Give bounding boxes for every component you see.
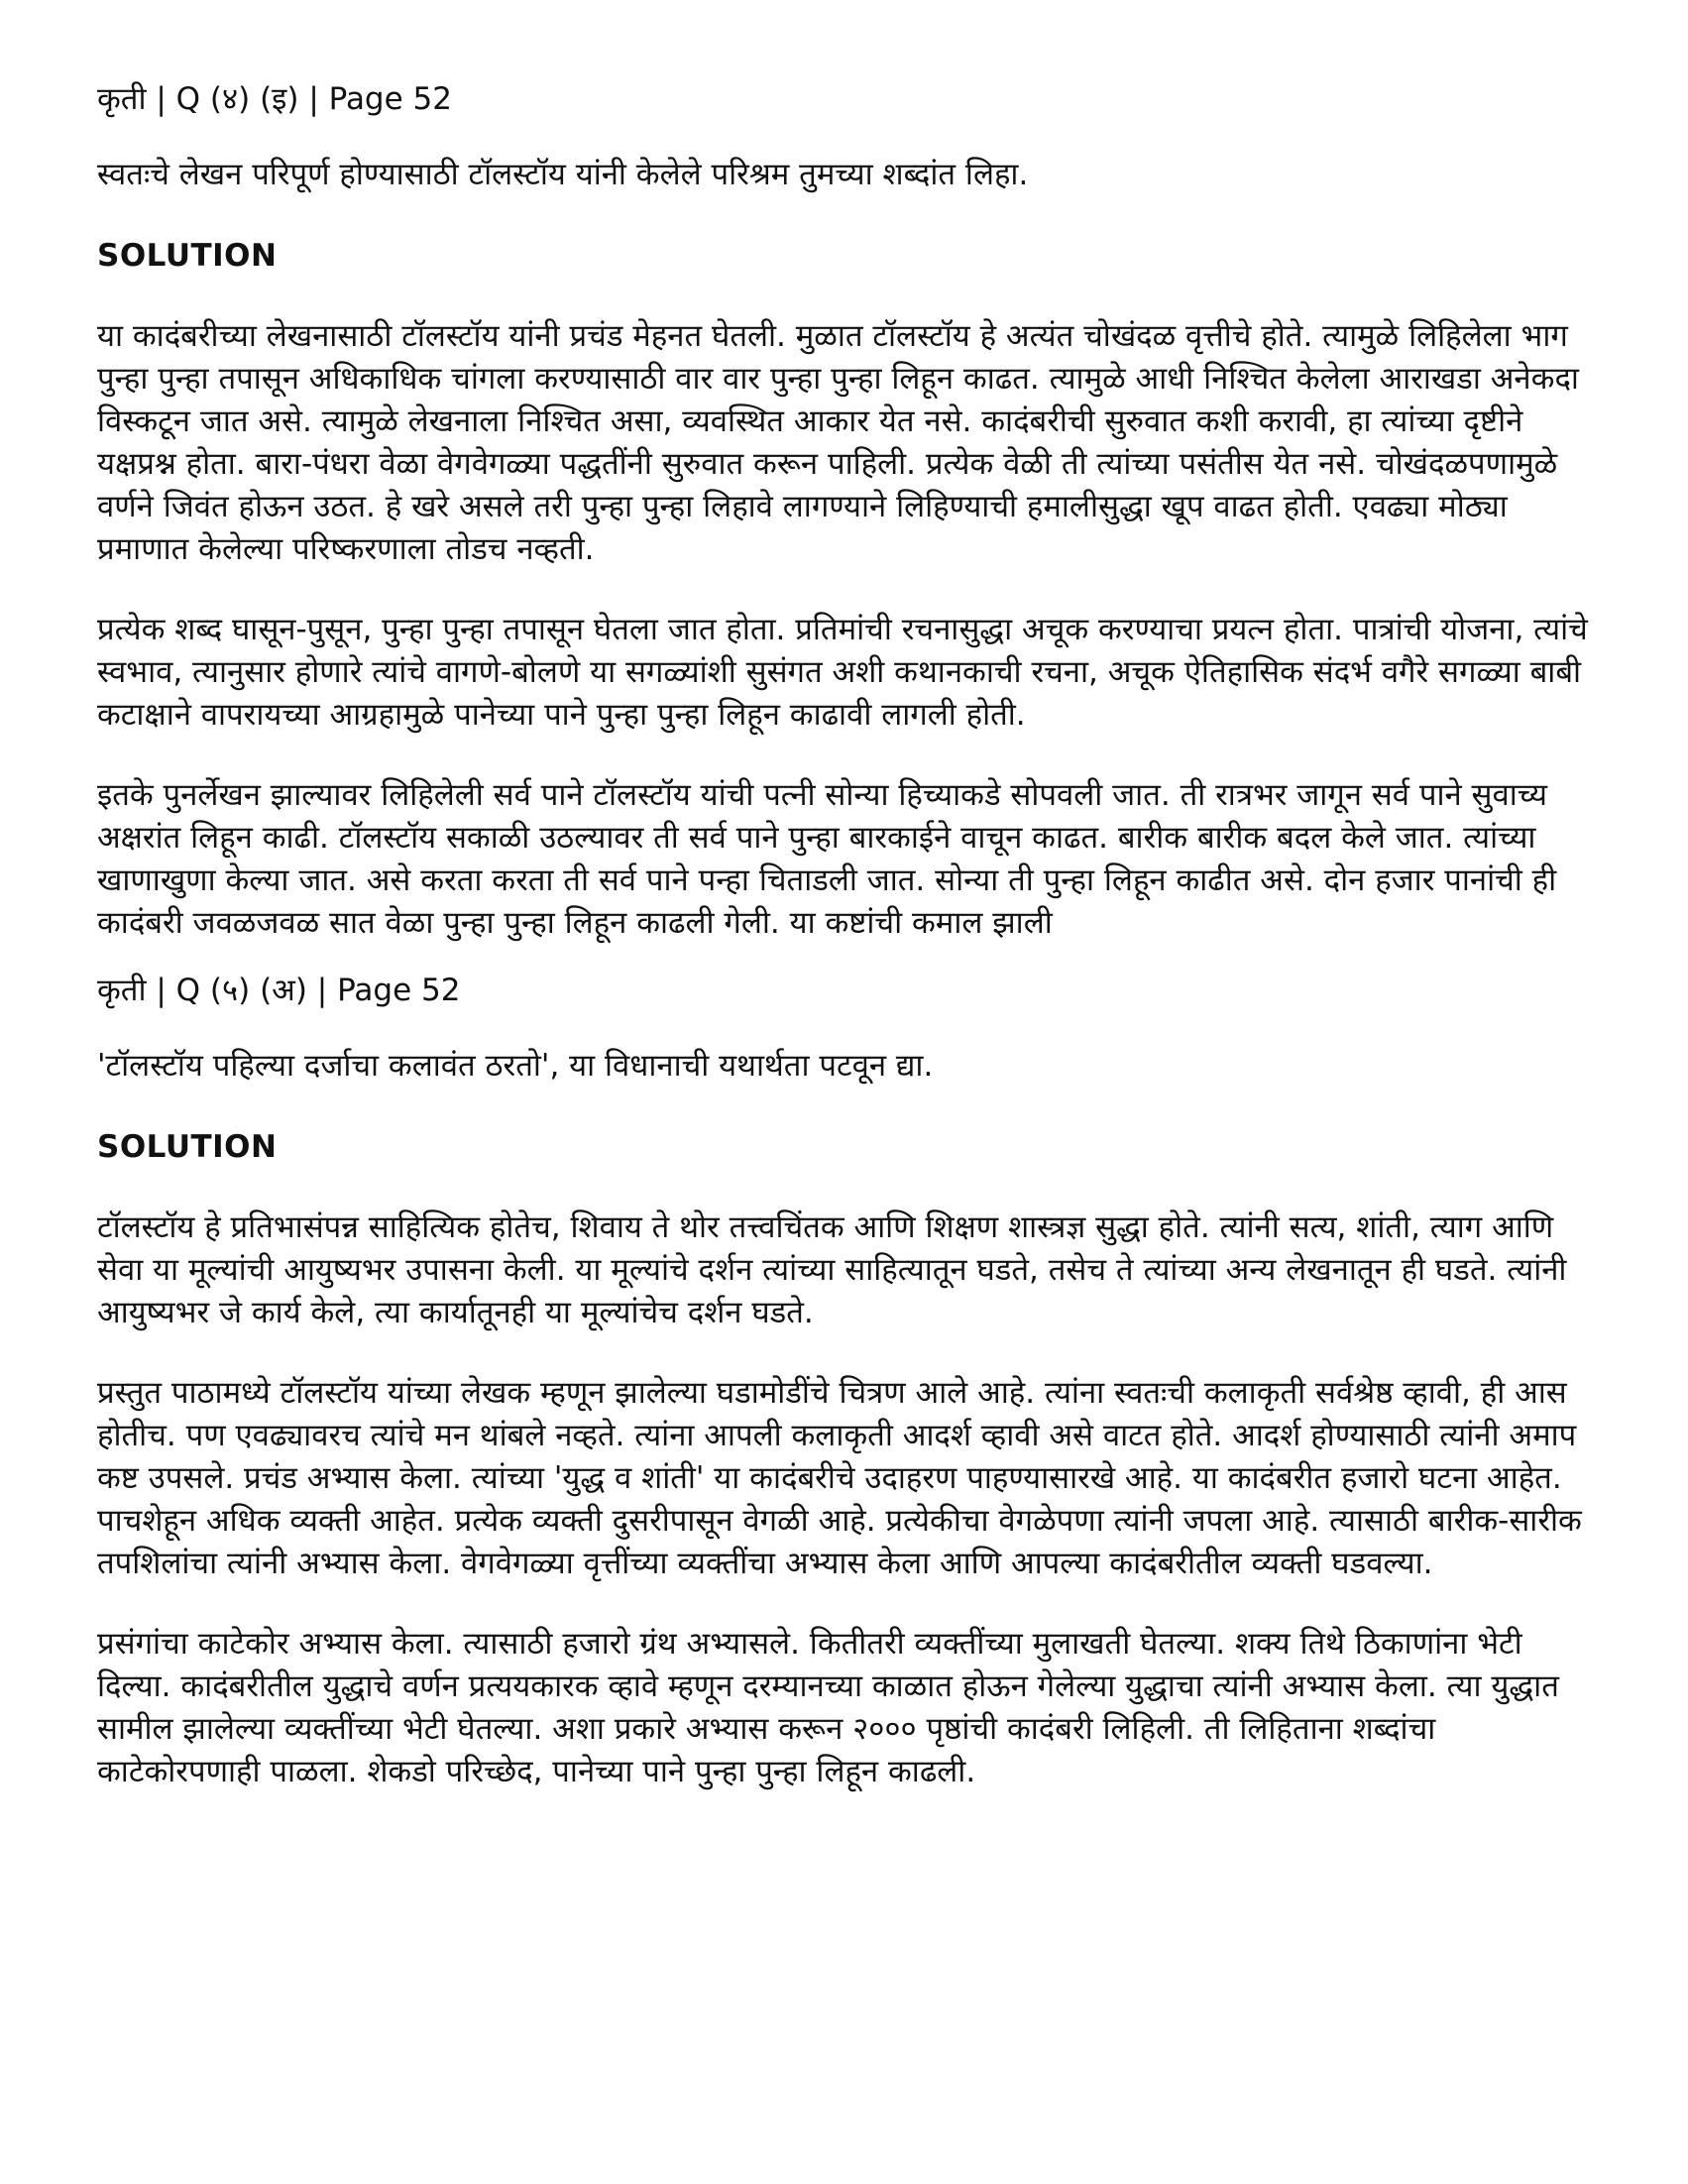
solution-paragraph: प्रत्येक शब्द घासून-पुसून, पुन्हा पुन्हा तपासून घेतला जात होता. प्रतिमांची रचनासुद्धा अचूक करण्याचा प्रयत्न होता. पात्रांची योजना, त्यांचे स्वभाव, त्यानुसार होणारे त्यांचे वागणे-बोलणे या सगळ्यांशी सुसंगत अशी कथानकाची रचना, अचूक ऐतिहासिक संदर्भ वगैरे सगळ्या बाबी कटाक्षाने वापरायच्या आग्रहामुळे पानेच्या पाने पुन्हा पुन्हा लिहून काढावी लागली होती. [97, 612, 1588, 733]
solution-paragraph: टॉलस्टॉय हे प्रतिभासंपन्न साहित्यिक होतेच, शिवाय ते थोर तत्त्वचिंतक आणि शिक्षण शास्त्रज्ञ सुद्धा होते. त्यांनी सत्य, शांती, त्याग आणि सेवा या मूल्यांची आयुष्यभर उपासना केली. या मूल्यांचे दर्शन त्यांच्या साहित्यातून घडते, तसेच ते त्यांच्या अन्य लेखनातून ही घडते. त्यांनी आयुष्यभर जे कार्य केले, त्या कार्यातूनही या मूल्यांचेच दर्शन घडते. [97, 1209, 1567, 1330]
question-reference: कृती | Q (५) (अ) | Page 52 [97, 973, 461, 1008]
solution-paragraph: या कादंबरीच्या लेखनासाठी टॉलस्टॉय यांनी प्रचंड मेहनत घेतली. मुळात टॉलस्टॉय हे अत्यंत चोखंदळ वृत्तीचे होते. त्यामुळे लिहिलेला भाग पुन्हा पुन्हा तपासून अधिकाधिक चांगला करण्यासाठी वार वार पुन्हा पुन्हा लिहून काढत. त्यामुळे आधी निश्चित केलेला आराखडा अनेकदा विस्कटून जात असे. त्यामुळे लेखनाला निश्चित असा, व्यवस्थित आकार येत नसे. कादंबरीची सुरुवात कशी करावी, हा त्यांच्या दृष्टीने यक्षप्रश्न होता. बारा-पंधरा वेळा वेगवेगळ्या पद्धतींनी सुरुवात करून पाहिली. प्रत्येक वेळी ती त्यांच्या पसंतीस येत नसे. चोखंदळपणामुळे वर्णने जिवंत होऊन उठत. हे खरे असले तरी पुन्हा पुन्हा लिहावे लागण्याने लिहिण्याची हमालीसुद्धा खूप वाढत होती. एवढ्या मोठ्या प्रमाणात केलेल्या परिष्करणाला तोडच नव्हती. [97, 318, 1579, 567]
question-text: 'टॉलस्टॉय पहिल्या दर्जाचा कलावंत ठरतो', या विधानाची यथार्थता पटवून द्या. [97, 1048, 934, 1084]
solution-paragraph: प्रसंगांचा काटेकोर अभ्यास केला. त्यासाठी हजारो ग्रंथ अभ्यासले. कितीतरी व्यक्तींच्या मुलाखती घेतल्या. शक्य तिथे ठिकाणांना भेटी दिल्या. कादंबरीतील युद्धाचे वर्णन प्रत्ययकारक व्हावे म्हणून दरम्यानच्या काळात होऊन गेलेल्या युद्धाचा त्यांनी अभ्यास केला. त्या युद्धात सामील झालेल्या व्यक्तींच्या भेटी घेतल्या. अशा प्रकारे अभ्यास करून २००० पृष्ठांची कादंबरी लिहिली. ती लिहिताना शब्दांचा काटेकोरपणाही पाळला. शेकडो परिच्छेद, पानेच्या पाने पुन्हा पुन्हा लिहून काढली. [97, 1626, 1559, 1789]
solution-heading: SOLUTION [97, 1129, 278, 1165]
solution-paragraph: इतके पुनर्लेखन झाल्यावर लिहिलेली सर्व पाने टॉलस्टॉय यांची पत्नी सोन्या हिच्याकडे सोपवली जात. ती रात्रभर जागून सर्व पाने सुवाच्य अक्षरांत लिहून काढी. टॉलस्टॉय सकाळी उठल्यावर ती सर्व पाने पुन्हा बारकाईने वाचून काढत. बारीक बारीक बदल केले जात. त्यांच्या खाणाखुणा केल्या जात. असे करता करता ती सर्व पाने पन्हा चिताडली जात. सोन्या ती पुन्हा लिहून काढीत असे. दोन हजार पानांची ही कादंबरी जवळजवळ सात वेळा पुन्हा पुन्हा लिहून काढली गेली. या कष्टांची कमाल झाली [97, 777, 1557, 941]
question-text: स्वतःचे लेखन परिपूर्ण होण्यासाठी टॉलस्टॉय यांनी केलेले परिश्रम तुमच्या शब्दांत लिहा. [97, 157, 1029, 192]
solution-heading: SOLUTION [97, 238, 278, 274]
question-section-1 [97, 77, 1591, 945]
question-reference: कृती | Q (४) (इ) | Page 52 [97, 81, 452, 117]
solution-paragraph: प्रस्तुत पाठामध्ये टॉलस्टॉय यांच्या लेखक म्हणून झालेल्या घडामोडींचे चित्रण आले आहे. त्यांना स्वतःची कलाकृती सर्वश्रेष्ठ व्हावी, ही आस होतीच. पण एवढ्यावरच त्यांचे मन थांबले नव्हते. त्यांना आपली कलाकृती आदर्श व्हावी असे वाटत होते. आदर्श होण्यासाठी त्यांनी अमाप कष्ट उपसले. प्रचंड अभ्यास केला. त्यांच्या 'युद्ध व शांती' या कादंबरीचे उदाहरण पाहण्यासारखे आहे. या कादंबरीत हजारो घटना आहेत. पाचशेहून अधिक व्यक्ती आहेत. प्रत्येक व्यक्ती दुसरीपासून वेगळी आहे. प्रत्येकीचा वेगळेपणा त्यांनी जपला आहे. त्यासाठी बारीक-सारीक तपशिलांचा त्यांनी अभ्यास केला. वेगवेगळ्या वृत्तींच्या व्यक्तींचा अभ्यास केला आणि आपल्या कादंबरीतील व्यक्ती घडवल्या. [97, 1375, 1582, 1581]
question-section-2 [97, 969, 1591, 1793]
